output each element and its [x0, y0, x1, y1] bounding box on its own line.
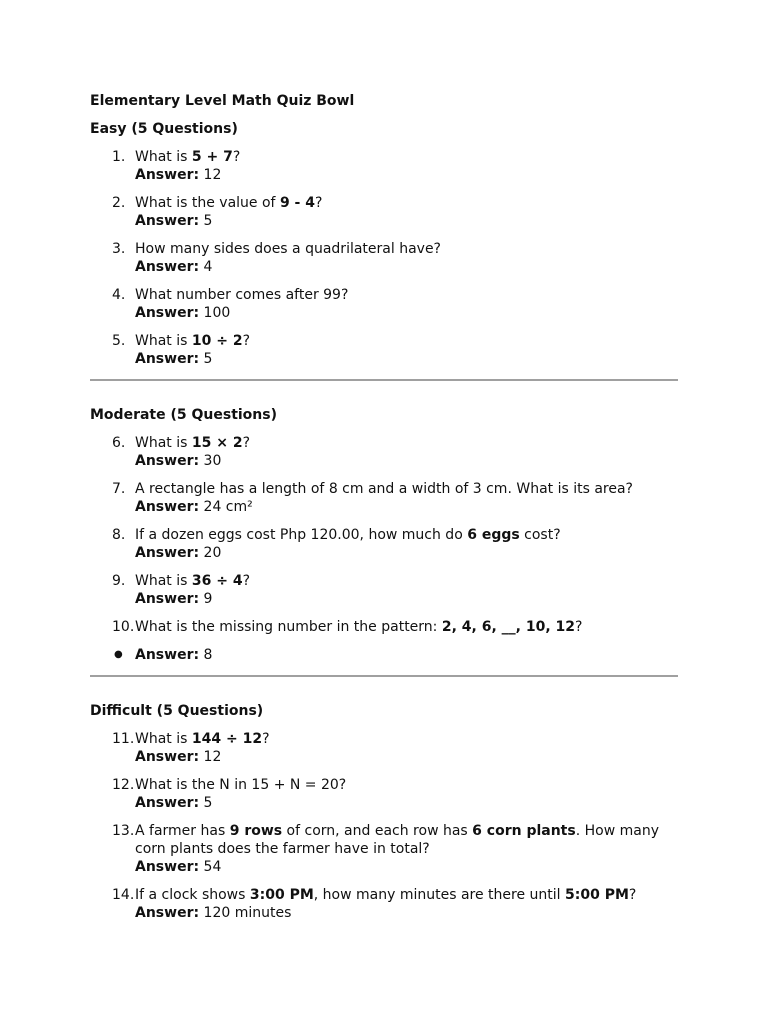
answer-line — [135, 794, 678, 812]
question-text: A farmer has 9 rows of corn, and each row has 6 corn plants. How many corn plants does the farmer have in total? — [135, 823, 659, 857]
bullet-answer-item — [90, 646, 678, 664]
easy-section-heading: Easy (5 Questions) — [90, 121, 238, 137]
answer-label: Answer: — [135, 795, 200, 811]
answer-label: Answer: — [135, 545, 200, 561]
question-item — [90, 572, 678, 608]
question-item — [90, 822, 678, 876]
answer-value: 12 — [203, 749, 222, 765]
bullet-icon: ● — [114, 649, 123, 660]
answer-label: Answer: — [135, 305, 200, 321]
answer-value: 5 — [203, 795, 213, 811]
question-item — [90, 148, 678, 184]
question-number: 14. — [112, 887, 135, 903]
question-item — [90, 480, 678, 516]
question-item — [90, 776, 678, 812]
question-number: 2. — [112, 195, 126, 211]
section-divider — [90, 675, 678, 677]
question-number: 8. — [112, 527, 126, 543]
answer-line — [135, 498, 678, 516]
document-title: Elementary Level Math Quiz Bowl — [90, 93, 355, 109]
answer-line — [135, 212, 678, 230]
answer-label: Answer: — [135, 499, 200, 515]
answer-label: Answer: — [135, 453, 200, 469]
question-text: What is 10 ÷ 2? — [135, 333, 251, 349]
answer-value: 5 — [203, 351, 213, 367]
answer-value: 54 — [203, 859, 222, 875]
question-number: 5. — [112, 333, 126, 349]
question-text: What is 36 ÷ 4? — [135, 573, 251, 589]
question-number: 11. — [112, 731, 135, 747]
question-number: 4. — [112, 287, 126, 303]
easy-question-list — [90, 148, 678, 368]
question-number: 7. — [112, 481, 126, 497]
answer-line — [135, 904, 678, 922]
question-number: 13. — [112, 823, 135, 839]
answer-value: 5 — [203, 213, 213, 229]
answer-value: 120 minutes — [203, 905, 292, 921]
question-item — [90, 240, 678, 276]
answer-value: 30 — [203, 453, 222, 469]
question-text: What is the N in 15 + N = 20? — [135, 777, 347, 793]
answer-label: Answer: — [135, 749, 200, 765]
answer-value: 20 — [203, 545, 222, 561]
question-item — [90, 194, 678, 230]
question-number: 10. — [112, 619, 135, 635]
question-item — [90, 434, 678, 470]
answer-value: 8 — [203, 647, 213, 663]
question-item — [90, 526, 678, 562]
question-item — [90, 886, 678, 922]
answer-label: Answer: — [135, 591, 200, 607]
answer-label: Answer: — [135, 905, 200, 921]
answer-label: Answer: — [135, 647, 200, 663]
answer-value: 24 cm² — [203, 499, 253, 515]
section-divider — [90, 379, 678, 381]
question-number: 9. — [112, 573, 126, 589]
question-item — [90, 618, 678, 636]
answer-label: Answer: — [135, 213, 200, 229]
answer-line — [135, 748, 678, 766]
question-item — [90, 286, 678, 322]
answer-value: 12 — [203, 167, 222, 183]
moderate-question-list — [90, 434, 678, 636]
question-text: What is 15 × 2? — [135, 435, 251, 451]
difficult-question-list — [90, 730, 678, 922]
question-text: What is 5 + 7? — [135, 149, 241, 165]
question-number: 6. — [112, 435, 126, 451]
question-item — [90, 730, 678, 766]
question-number: 3. — [112, 241, 126, 257]
answer-label: Answer: — [135, 259, 200, 275]
question-text: If a clock shows 3:00 PM, how many minutes are there until 5:00 PM? — [135, 887, 637, 903]
answer-label: Answer: — [135, 167, 200, 183]
quiz-document — [90, 92, 678, 922]
question-item — [90, 332, 678, 368]
answer-value: 9 — [203, 591, 213, 607]
answer-value: 100 — [203, 305, 231, 321]
answer-line — [135, 590, 678, 608]
question-number: 1. — [112, 149, 126, 165]
moderate-section-heading: Moderate (5 Questions) — [90, 407, 277, 423]
answer-label: Answer: — [135, 859, 200, 875]
answer-line — [135, 350, 678, 368]
question-text: A rectangle has a length of 8 cm and a width of 3 cm. What is its area? — [135, 481, 633, 497]
answer-line — [135, 166, 678, 184]
answer-line — [135, 858, 678, 876]
question-text: How many sides does a quadrilateral have? — [135, 241, 441, 257]
answer-line — [135, 258, 678, 276]
question-text: If a dozen eggs cost Php 120.00, how much do 6 eggs cost? — [135, 527, 561, 543]
answer-line — [135, 452, 678, 470]
answer-line — [135, 304, 678, 322]
answer-value: 4 — [203, 259, 213, 275]
question-text: What is the missing number in the pattern: 2, 4, 6, __, 10, 12? — [135, 619, 583, 635]
question-text: What is the value of 9 - 4? — [135, 195, 323, 211]
difficult-section-heading: Difficult (5 Questions) — [90, 703, 264, 719]
answer-line — [135, 544, 678, 562]
answer-label: Answer: — [135, 351, 200, 367]
question-text: What number comes after 99? — [135, 287, 349, 303]
question-text: What is 144 ÷ 12? — [135, 731, 270, 747]
question-number: 12. — [112, 777, 135, 793]
